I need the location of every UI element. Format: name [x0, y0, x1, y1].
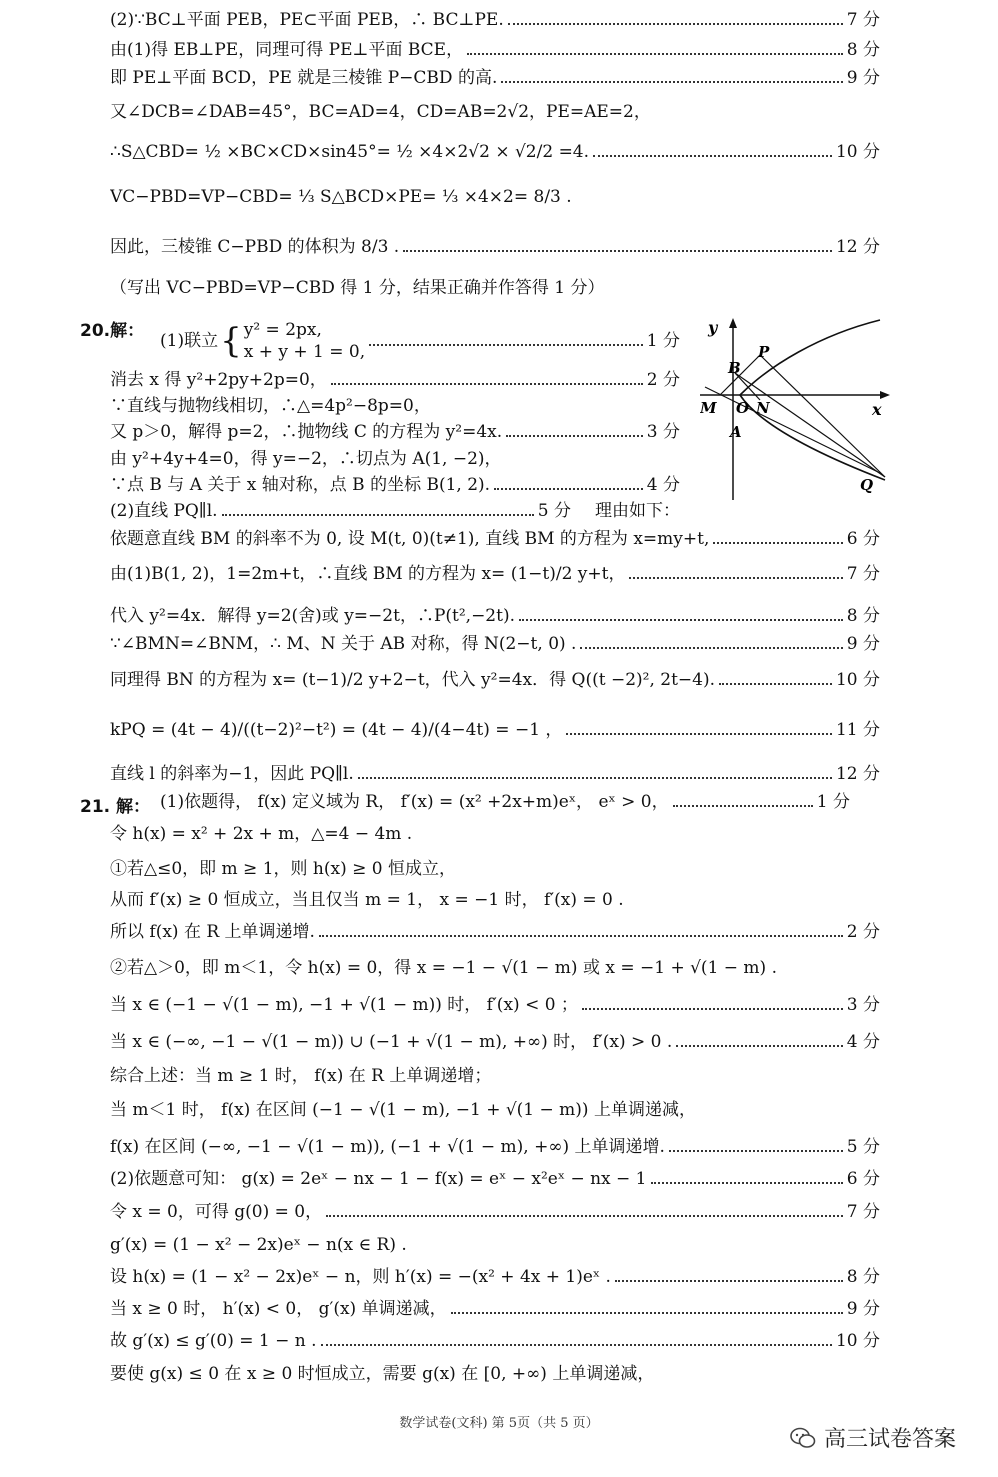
- label-o: O: [736, 399, 750, 417]
- leader-dots: [582, 1008, 843, 1010]
- score-label: 8 分: [846, 1267, 880, 1287]
- leader-dots: [669, 1150, 843, 1152]
- score-label: 2 分: [646, 370, 680, 390]
- leader-dots: [326, 1215, 843, 1217]
- leader-dots: [494, 488, 643, 490]
- leader-dots: [403, 250, 832, 252]
- leader-dots: [319, 935, 843, 937]
- line-text: 当 m＜1 时， f(x) 在区间 (−1 − √(1 − m), −1 + √(1 − m)) 上单调递减，: [110, 1100, 696, 1120]
- score-label: 7 分: [846, 564, 880, 584]
- leader-dots: [506, 435, 643, 437]
- line-text: 所以 f(x) 在 R 上单调递增.: [110, 922, 315, 942]
- q20-system-line: [160, 316, 680, 366]
- text-line: [110, 604, 880, 628]
- line-text: VC−PBD=VP−CBD= ⅓ S△BCD×PE= ⅓ ×4×2= 8/3 .: [110, 187, 572, 207]
- text-line: [110, 1329, 880, 1353]
- score-label: 12 分: [835, 764, 880, 784]
- text-line: [110, 632, 880, 656]
- q20-first-text: (1)联立: [160, 331, 219, 351]
- text-line: [110, 38, 880, 62]
- q20-label-text: 20.解：: [80, 321, 145, 341]
- leader-dots: [222, 514, 534, 516]
- text-line: [110, 276, 880, 300]
- score-label: 10 分: [835, 1331, 880, 1351]
- text-line: [110, 718, 880, 742]
- label-b: B: [728, 359, 741, 377]
- score-label: 2 分: [846, 922, 880, 942]
- q21-score-1: 1 分: [816, 792, 850, 812]
- text-line: [110, 8, 880, 32]
- line-text: ②若△＞0，即 m＜1，令 h(x) = 0，得 x = −1 − √(1 − m) 或 x = −1 + √(1 − m) .: [110, 958, 777, 978]
- x-axis-arrow: [880, 391, 890, 399]
- text-line: [110, 368, 680, 392]
- text-line: [110, 1233, 880, 1257]
- leader-dots: [321, 1344, 832, 1346]
- score-label: 9 分: [846, 1299, 880, 1319]
- text-line: [110, 100, 880, 124]
- line-text: f(x) 在区间 (−∞, −1 − √(1 − m)), (−1 + √(1 − m), +∞) 上单调递增.: [110, 1137, 665, 1157]
- line-text: 同理得 BN 的方程为 x= (t−1)/2 y+2−t，代入 y²=4x．得 Q((t −2)², 2t−4).: [110, 670, 716, 690]
- text-line: [110, 527, 880, 551]
- text-line: [110, 1167, 880, 1191]
- text-line: [110, 1200, 880, 1224]
- text-line: [110, 857, 880, 881]
- text-line: [110, 447, 680, 471]
- label-a: A: [730, 423, 742, 441]
- leader-dots: [673, 805, 813, 807]
- line-text: 代入 y²=4x．解得 y=2(舍)或 y=−2t，∴P(t²,−2t).: [110, 606, 515, 626]
- leader-dots: [501, 81, 842, 83]
- line-text: 又∠DCB=∠DAB=45°，BC=AD=4，CD=AB=2√2，PE=AE=2，: [110, 102, 651, 122]
- score-label: 10 分: [835, 142, 880, 162]
- leader-dots: [358, 777, 832, 779]
- line-text: 直线 l 的斜率为−1，因此 PQ∥l.: [110, 764, 354, 784]
- leader-dots: [451, 1312, 843, 1314]
- score-label: 6 分: [846, 529, 880, 549]
- score-label: 11 分: [835, 720, 880, 740]
- text-line: [110, 420, 680, 444]
- line-bq: [735, 373, 885, 477]
- score-label: 5 分: [846, 1137, 880, 1157]
- line-text: 令 x = 0，可得 g(0) = 0，: [110, 1202, 323, 1222]
- line-text: 令 h(x) = x² + 2x + m，△=4 − 4m .: [110, 824, 413, 844]
- line-text: 消去 x 得 y²+2py+2p=0，: [110, 370, 327, 390]
- text-line: [110, 235, 880, 259]
- text-line: [110, 394, 680, 418]
- y-axis-arrow: [729, 318, 737, 328]
- label-n: N: [756, 399, 770, 417]
- q20-system: [244, 319, 365, 363]
- score-label: 8 分: [846, 606, 880, 626]
- line-text: 设 h(x) = (1 − x² − 2x)eˣ − n，则 h′(x) = −(x² + 4x + 1)eˣ .: [110, 1267, 611, 1287]
- line-text: 故 g′(x) ≤ g′(0) = 1 − n .: [110, 1331, 317, 1351]
- text-line: [110, 1265, 880, 1289]
- line-text: 因此，三棱锥 C−PBD 的体积为 8/3 .: [110, 237, 400, 257]
- text-line: [110, 993, 880, 1017]
- leader-dots: [331, 383, 643, 385]
- score-label: 7 分: [846, 10, 880, 30]
- question-20-label: [80, 316, 144, 341]
- score-label: 9 分: [846, 68, 880, 88]
- score-label: 3 分: [646, 422, 680, 442]
- line-text: ①若△≤0，即 m ≥ 1，则 h(x) ≥ 0 恒成立，: [110, 859, 457, 879]
- line-text: g′(x) = (1 − x² − 2x)eˣ − n(x ∈ R) .: [110, 1235, 407, 1255]
- text-line: [110, 1135, 880, 1159]
- text-line: [110, 668, 880, 692]
- line-bn: [735, 373, 760, 400]
- text-line: [110, 762, 880, 786]
- leader-dots: [593, 155, 832, 157]
- leader-dots: [713, 542, 842, 544]
- question-21-label: [80, 792, 150, 817]
- line-text: 由 y²+4y+4=0，得 y=−2，∴切点为 A(1, −2)，: [110, 449, 502, 469]
- text-line: [110, 822, 880, 846]
- score-label: 7 分: [846, 1202, 880, 1222]
- line-text: ∵点 B 与 A 关于 x 轴对称，点 B 的坐标 B(1, 2).: [110, 475, 491, 495]
- leader-dots: [519, 619, 843, 621]
- text-line: [110, 562, 880, 586]
- wechat-icon: [790, 1427, 816, 1449]
- q21-label-text: 21. 解：: [80, 797, 151, 817]
- watermark: [790, 1422, 956, 1453]
- line-text: ∵∠BMN=∠BNM，∴ M、N 关于 AB 对称，得 N(2−t, 0) .: [110, 634, 577, 654]
- line-text: 由(1)B(1, 2)，1=2m+t，∴直线 BM 的方程为 x= (1−t)/2 y+t，: [110, 564, 626, 584]
- q21-first-text: (1)依题得， f(x) 定义域为 R， f′(x) = (x² +2x+m)eˣ， eˣ > 0，: [160, 792, 669, 812]
- line-text: (2)∵BC⊥平面 PEB，PE⊂平面 PEB，∴ BC⊥PE.: [110, 10, 504, 30]
- leader-dots: [508, 23, 843, 25]
- q21-first-line: [160, 790, 850, 814]
- leader-dots: [676, 1045, 842, 1047]
- line-tail-text: 理由如下：: [595, 501, 680, 521]
- line-text: 由(1)得 EB⊥PE，同理可得 PE⊥平面 BCE，: [110, 40, 464, 60]
- text-line: [110, 1297, 880, 1321]
- line-text: (2)依题意可知： g(x) = 2eˣ − nx − 1 − f(x) = eˣ − x²eˣ − nx − 1: [110, 1169, 647, 1189]
- text-line: [110, 1362, 880, 1386]
- text-line: [110, 185, 880, 209]
- score-label: 3 分: [846, 995, 880, 1015]
- line-text: 当 x ∈ (−∞, −1 − √(1 − m)) ∪ (−1 + √(1 − m), +∞) 时， f′(x) > 0 .: [110, 1032, 673, 1052]
- line-text: 又 p＞0，解得 p=2，∴抛物线 C 的方程为 y²=4x.: [110, 422, 503, 442]
- score-label: 4 分: [846, 1032, 880, 1052]
- line-text: 当 x ∈ (−1 − √(1 − m), −1 + √(1 − m)) 时， f′(x) < 0 ；: [110, 995, 578, 1015]
- label-p: P: [758, 343, 770, 361]
- label-y: y: [708, 318, 718, 337]
- text-line: [110, 920, 880, 944]
- leader-dots: [467, 53, 843, 55]
- score-label: 8 分: [846, 40, 880, 60]
- text-line: [110, 473, 680, 497]
- footer-text: 数学试卷(文科) 第 5页（共 5 页）: [399, 1416, 599, 1431]
- score-label: 12 分: [835, 237, 880, 257]
- line-text: （写出 VC−PBD=VP−CBD 得 1 分，结果正确并作答得 1 分）: [110, 278, 605, 298]
- text-line: [110, 888, 880, 912]
- text-line: [110, 1064, 880, 1088]
- line-text: ∴S△CBD= ½ ×BC×CD×sin45°= ½ ×4×2√2 × √2/2 =4.: [110, 142, 590, 162]
- text-line: [110, 499, 680, 523]
- leader-dots: [719, 683, 832, 685]
- q20-system-eq2: x + y + 1 = 0,: [243, 342, 366, 362]
- line-text: kPQ = (4t − 4)/((t−2)²−t²) = (4t − 4)/(4−4t) = −1 ，: [110, 720, 563, 740]
- score-label: 10 分: [835, 670, 880, 690]
- score-label: 5 分: [537, 501, 571, 521]
- line-text: 当 x ≥ 0 时， h′(x) < 0， g′(x) 单调递减，: [110, 1299, 447, 1319]
- q20-score-1: 1 分: [646, 331, 680, 351]
- leader-dots: [580, 647, 842, 649]
- system-brace: {: [220, 321, 242, 361]
- text-line: [110, 1098, 880, 1122]
- line-text: 即 PE⊥平面 BCD，PE 就是三棱锥 P−CBD 的高.: [110, 68, 498, 88]
- text-line: [110, 1030, 880, 1054]
- text-line: [110, 66, 880, 90]
- line-text: (2)直线 PQ∥l.: [110, 501, 218, 521]
- text-line: [110, 140, 880, 164]
- line-text: 依题意直线 BM 的斜率不为 0, 设 M(t, 0)(t≠1), 直线 BM 的方程为 x=my+t,: [110, 529, 710, 549]
- line-text: ∵直线与抛物线相切，∴△=4p²−8p=0，: [110, 396, 431, 416]
- line-text: 要使 g(x) ≤ 0 在 x ≥ 0 时恒成立，需要 g(x) 在 [0, +∞) 上单调递减，: [110, 1364, 655, 1384]
- line-pq: [760, 355, 885, 477]
- parabola-figure: [700, 315, 895, 500]
- leader-dots: [615, 1280, 843, 1282]
- q20-system-eq1: y² = 2px,: [243, 320, 322, 340]
- label-q: Q: [860, 476, 874, 494]
- leader-dots: [566, 733, 832, 735]
- leader-dots: [629, 577, 842, 579]
- leader-dots: [651, 1182, 843, 1184]
- label-x: x: [872, 400, 882, 419]
- line-text: 综合上述：当 m ≥ 1 时， f(x) 在 R 上单调递增；: [110, 1066, 492, 1086]
- leader-dots: [369, 344, 643, 346]
- score-label: 9 分: [846, 634, 880, 654]
- line-text: 从而 f′(x) ≥ 0 恒成立，当且仅当 m = 1， x = −1 时， f′(x) = 0 .: [110, 890, 624, 910]
- score-label: 4 分: [646, 475, 680, 495]
- watermark-text: 高三试卷答案: [824, 1427, 957, 1452]
- score-label: 6 分: [846, 1169, 880, 1189]
- parabola-figure-svg: [700, 315, 895, 500]
- text-line: [110, 956, 880, 980]
- label-m: M: [700, 399, 717, 417]
